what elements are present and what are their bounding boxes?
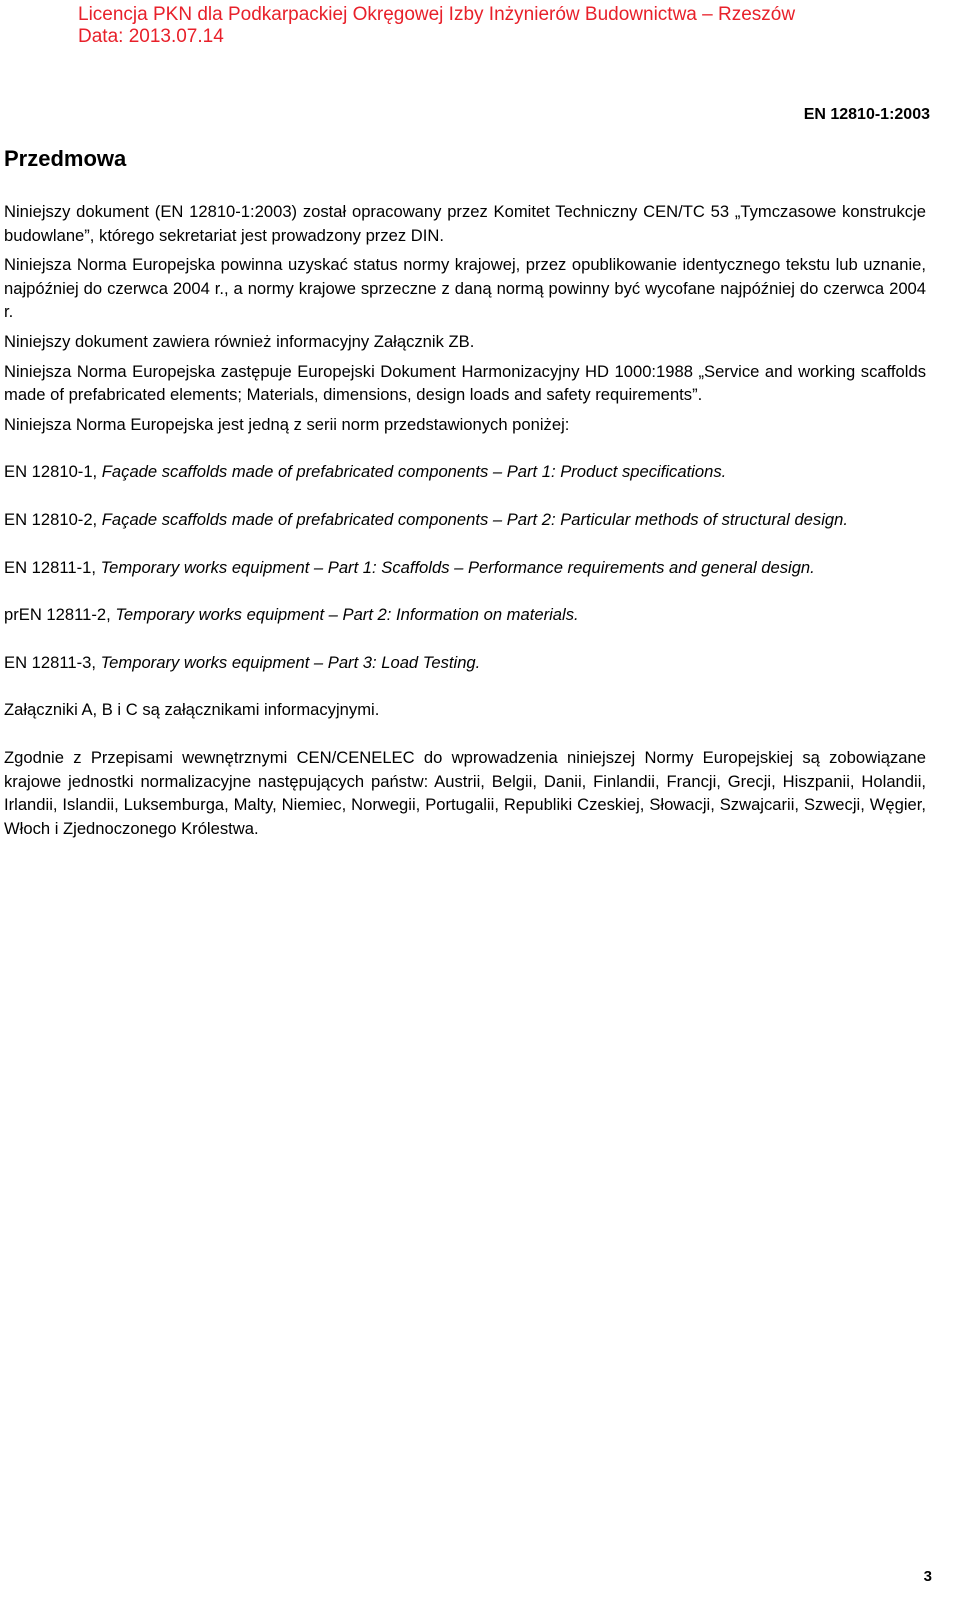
- standard-entry: [4, 556, 926, 580]
- license-line: Licencja PKN dla Podkarpackiej Okręgowej Izby Inżynierów Budownictwa – Rzeszów: [78, 4, 796, 25]
- license-watermark: [78, 4, 795, 48]
- standard-code: EN 12810-1,: [4, 462, 102, 482]
- standard-code: EN 12810-2,: [4, 509, 102, 529]
- standard-code: prEN 12811-2,: [4, 605, 116, 625]
- paragraph-annex-zb: Niniejszy dokument zawiera również informacyjny Załącznik ZB.: [4, 331, 475, 351]
- paragraph-origin: Niniejszy dokument (EN 12810-1:2003) został opracowany przez Komitet Techniczny CEN/TC 53 „Tymczasowe konstrukcje budowlane”, którego sekretariat jest prowadzony przez DIN.: [4, 202, 926, 245]
- paragraph-status: Niniejsza Norma Europejska powinna uzyskać status normy krajowej, przez opublikowanie identycznego tekstu lub uznanie, najpóźniej do czerwca 2004 r., a normy krajowe sprzeczne z daną normą powinny być wycofane najpóźniej do czerwca 2004 r.: [4, 255, 926, 322]
- document-code: EN 12810-1:2003: [803, 106, 930, 123]
- standard-entry: [4, 508, 926, 532]
- page-title: Przedmowa: [4, 146, 127, 171]
- standard-entry: [4, 651, 926, 675]
- standard-title: Temporary works equipment – Part 1: Scaffolds – Performance requirements and general design.: [100, 557, 815, 577]
- foreword-body: [4, 200, 926, 864]
- standard-title: Façade scaffolds made of prefabricated components – Part 2: Particular methods of structural design.: [101, 509, 848, 529]
- standard-entry: [4, 460, 926, 484]
- paragraph-supersedes: Niniejsza Norma Europejska zastępuje Europejski Dokument Harmonizacyjny HD 1000:1988 „Service and working scaffolds made of prefabricated elements; Materials, dimensions, design loads and safety requirements”.: [4, 361, 926, 405]
- standard-title: Façade scaffolds made of prefabricated components – Part 1: Product specifications.: [101, 462, 727, 482]
- paragraph-series-intro: Niniejsza Norma Europejska jest jedną z serii norm przedstawionych poniżej:: [4, 414, 570, 434]
- standard-code: EN 12811-3,: [4, 652, 101, 672]
- paragraph-annexes: Załączniki A, B i C są załącznikami informacyjnymi.: [4, 700, 380, 720]
- paragraph-implementation: Zgodnie z Przepisami wewnętrznymi CEN/CENELEC do wprowadzenia niniejszej Normy Europejskiej są zobowiązane krajowe jednostki normalizacyjne następujących państw: Austrii, Belgii, Danii, Finlandii, Francji, Grecji, Hiszpanii, Holandii, Irlandii, Islandii, Luksemburga, Malty, Niemiec, Norwegii, Portugalii, Republiki Czeskiej, Słowacji, Szwajcarii, Szwecji, Węgier, Włoch i Zjednoczonego Królestwa.: [4, 747, 926, 838]
- standard-title: Temporary works equipment – Part 2: Information on materials.: [115, 605, 579, 625]
- standard-title: Temporary works equipment – Part 3: Load Testing.: [100, 652, 481, 672]
- standard-entry: [4, 603, 926, 627]
- page-number: 3: [923, 1568, 932, 1585]
- license-date: Data: 2013.07.14: [78, 26, 224, 47]
- standard-code: EN 12811-1,: [4, 557, 101, 577]
